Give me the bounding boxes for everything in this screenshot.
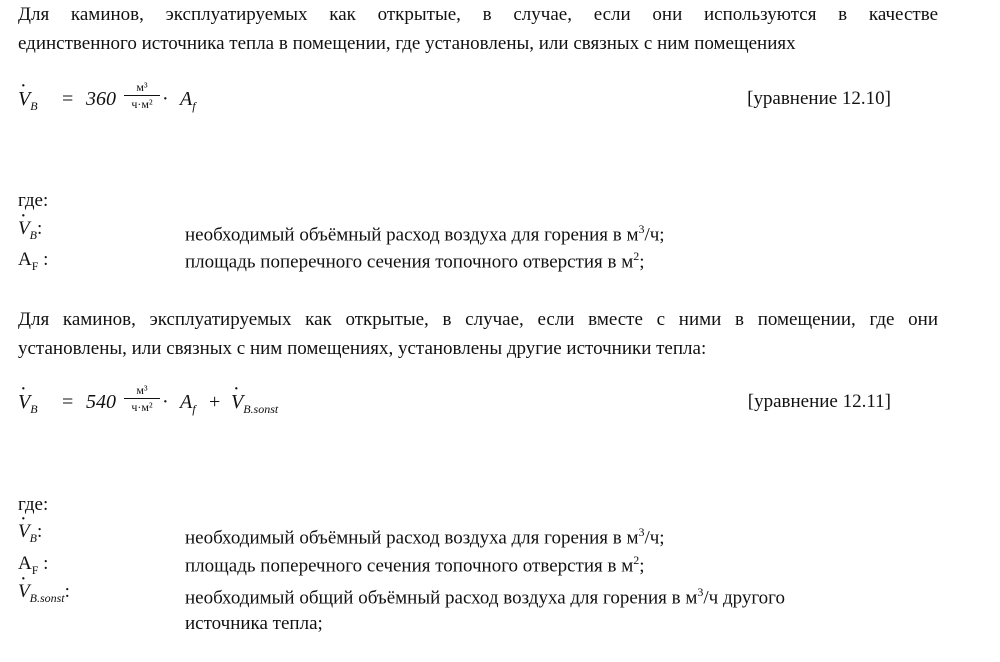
paragraph-line: Для каминов, эксплуатируемых как открытые, в случае, если они используются в качестве [18,4,938,25]
area-symbol: $A_f$ [180,88,196,113]
unit-denominator: ч·м² [131,400,153,414]
where-label: где: [18,190,49,211]
unit-fraction [122,80,162,111]
plus-sign: + [209,391,221,413]
where-label: где: [18,494,49,515]
other-flow-symbol: · $V_{B.sonst}$ [231,391,278,417]
unit-denominator: ч·м² [131,97,153,111]
multiply-dot: · [162,88,169,110]
equation-12-11 [18,383,948,423]
definition-text-vb: необходимый объёмный расход воздуха для горения в $м^3/ч$; [185,222,665,246]
intro-paragraph-1 [18,0,938,58]
equation-reference: [уравнение 12.11] [747,391,891,412]
definition-symbol-af: $A_F$ : [18,249,49,273]
flow-rate-symbol: · $V_B$ [18,391,38,417]
paragraph-line: Для каминов, эксплуатируемых как открытые, в случае, если вместе с ними в помещении, где они [18,309,938,330]
flow-rate-symbol: · $V_B$ [18,88,38,114]
unit-numerator: м³ [136,80,148,94]
area-symbol: $A_f$ [180,391,196,416]
unit-fraction [122,383,162,414]
definition-symbol-af: $A_F$ : [18,553,49,577]
definition-text-af: площадь поперечного сечения топочного отверстия в $м^2$; [185,249,645,273]
definition-symbol-vb-sonst: · $V_{B.sonst}$: [18,581,70,606]
equals-sign: = [62,391,74,413]
definition-text-af: площадь поперечного сечения топочного отверстия в $м^2$; [185,553,645,577]
unit-numerator: м³ [136,383,148,397]
definition-text-vb-sonst-cont: источника тепла; [185,613,323,634]
paragraph-line: установлены, или связных с ним помещениях, установлены другие источники тепла: [18,338,707,359]
paragraph-line: единственного источника тепла в помещении, где установлены, или связных с ним помещениях [18,33,796,54]
definition-text-vb-sonst: необходимый общий объёмный расход воздуха для горения в $м^3/ч$ другого [185,585,785,609]
coefficient: 360 [86,88,116,110]
definition-symbol-vb: · $V_B$: [18,218,42,243]
equation-reference: [уравнение 12.10] [747,88,891,109]
multiply-dot: · [162,391,169,413]
equals-sign: = [62,88,74,110]
intro-paragraph-2 [18,305,938,363]
definition-text-vb: необходимый объёмный расход воздуха для горения в $м^3/ч$; [185,525,665,549]
definition-symbol-vb: · $V_B$: [18,521,42,546]
equation-12-10 [18,80,948,120]
coefficient: 540 [86,391,116,413]
